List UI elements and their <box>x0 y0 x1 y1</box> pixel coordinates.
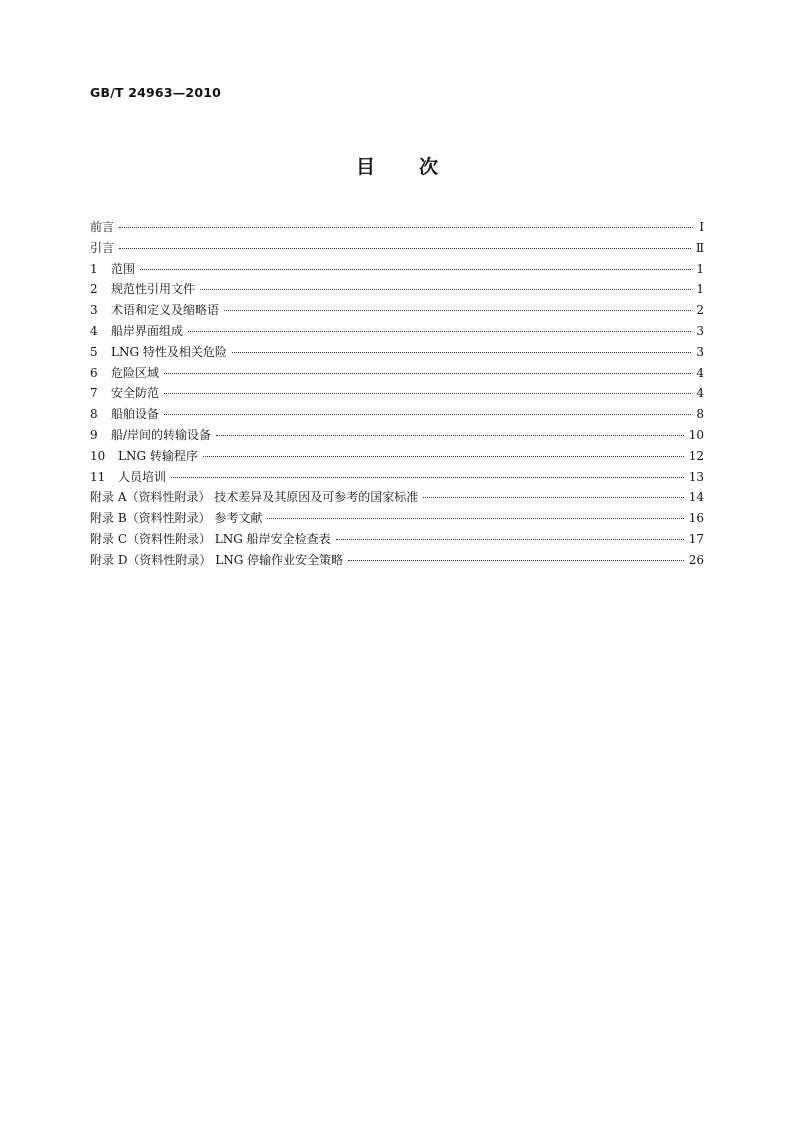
toc-leader-dots <box>267 518 683 519</box>
document-code: GB/T 24963—2010 <box>90 85 222 100</box>
toc-entry-3[interactable] <box>90 301 704 322</box>
toc-leader-dots <box>164 373 691 374</box>
toc-entry-page: 10 <box>688 427 704 442</box>
toc-leader-dots <box>423 497 683 498</box>
toc-entry-annex-c[interactable] <box>90 530 704 551</box>
toc-leader-dots <box>348 560 684 561</box>
toc-leader-dots <box>224 310 691 311</box>
toc-entry-label: 引言 <box>90 240 115 255</box>
title-part-1: 目 <box>355 156 375 178</box>
toc-entry-label: 人员培训 <box>118 469 167 484</box>
toc-entry-10[interactable] <box>90 447 704 468</box>
toc-leader-dots <box>119 248 691 249</box>
toc-entry-label: 船舶设备 <box>111 407 160 422</box>
toc-entry-label: 危险区域 <box>111 365 160 380</box>
toc-entry-6[interactable] <box>90 364 704 385</box>
toc-entry-7[interactable] <box>90 384 704 405</box>
toc-entry-page: 1 <box>696 261 704 276</box>
toc-leader-dots <box>171 477 684 478</box>
toc-entry-label: 附录 A（资料性附录） 技术差异及其原因及可参考的国家标准 <box>90 490 419 505</box>
toc-entry-page: 3 <box>696 344 704 359</box>
toc-entry-label: 船/岸间的转输设备 <box>111 427 212 442</box>
toc-entry-annex-d[interactable] <box>90 551 704 572</box>
toc-entry-page: 13 <box>688 469 704 484</box>
toc-entry-8[interactable] <box>90 405 704 426</box>
toc-entry-page: 17 <box>688 531 704 546</box>
toc-entry-page: 2 <box>696 303 704 318</box>
toc-entry-foreword[interactable] <box>90 218 704 239</box>
toc-leader-dots <box>119 227 693 228</box>
toc-entry-2[interactable] <box>90 280 704 301</box>
toc-entry-label: LNG 转输程序 <box>118 448 198 463</box>
toc-entry-label: LNG 特性及相关危险 <box>111 344 227 359</box>
toc-entry-number: 5 <box>90 344 98 359</box>
toc-leader-dots <box>164 393 691 394</box>
toc-leader-dots <box>232 352 691 353</box>
toc-entry-label: 安全防范 <box>111 386 160 401</box>
toc-entry-label: 附录 D（资料性附录） LNG 停输作业安全策略 <box>90 552 344 567</box>
toc-entry-page: 8 <box>696 407 704 422</box>
toc-leader-dots <box>188 331 691 332</box>
toc-entry-label: 附录 C（资料性附录） LNG 船岸安全检查表 <box>90 531 331 546</box>
toc-leader-dots <box>164 414 691 415</box>
toc-entry-page: 26 <box>688 552 704 567</box>
toc-entry-number: 9 <box>90 427 98 442</box>
toc-entry-1[interactable] <box>90 260 704 281</box>
toc-leader-dots <box>336 539 684 540</box>
title-part-2: 次 <box>419 156 439 178</box>
toc-entry-page: Ⅰ <box>699 220 704 234</box>
toc-entry-label: 船岸界面组成 <box>111 323 184 338</box>
toc-entry-introduction[interactable] <box>90 239 704 260</box>
toc-entry-number: 8 <box>90 407 98 422</box>
toc-entry-label: 范围 <box>111 261 136 276</box>
toc-entry-number: 2 <box>90 282 98 297</box>
toc-entry-page: 16 <box>688 511 704 526</box>
toc-entry-page: 12 <box>688 448 704 463</box>
toc-entry-5[interactable] <box>90 343 704 364</box>
toc-entry-label: 附录 B（资料性附录） 参考文献 <box>90 511 263 526</box>
toc-entry-page: Ⅱ <box>695 240 704 255</box>
toc-entry-label: 规范性引用文件 <box>111 282 196 297</box>
toc-entry-number: 10 <box>90 448 106 463</box>
toc-leader-dots <box>203 456 684 457</box>
toc-entry-page: 4 <box>696 386 704 401</box>
toc-entry-number: 11 <box>90 469 106 484</box>
toc-leader-dots <box>140 269 691 270</box>
toc-entry-annex-a[interactable] <box>90 488 704 509</box>
toc-entry-number: 7 <box>90 386 98 401</box>
toc-entry-number: 6 <box>90 365 98 380</box>
toc-leader-dots <box>200 289 691 290</box>
toc-entry-number: 4 <box>90 323 98 338</box>
toc-entry-label: 术语和定义及缩略语 <box>111 303 220 318</box>
toc-entry-label: 前言 <box>90 220 115 234</box>
toc-entry-number: 1 <box>90 261 98 276</box>
toc-entry-page: 1 <box>696 282 704 297</box>
toc-entry-page: 4 <box>696 365 704 380</box>
toc-leader-dots <box>216 435 684 436</box>
toc-entry-annex-b[interactable] <box>90 509 704 530</box>
toc-entry-4[interactable] <box>90 322 704 343</box>
toc-entry-number: 3 <box>90 303 98 318</box>
toc-entry-11[interactable] <box>90 468 704 489</box>
table-of-contents <box>90 218 704 572</box>
toc-entry-page: 3 <box>696 323 704 338</box>
toc-entry-9[interactable] <box>90 426 704 447</box>
page-title <box>0 152 794 179</box>
toc-entry-page: 14 <box>688 490 704 505</box>
